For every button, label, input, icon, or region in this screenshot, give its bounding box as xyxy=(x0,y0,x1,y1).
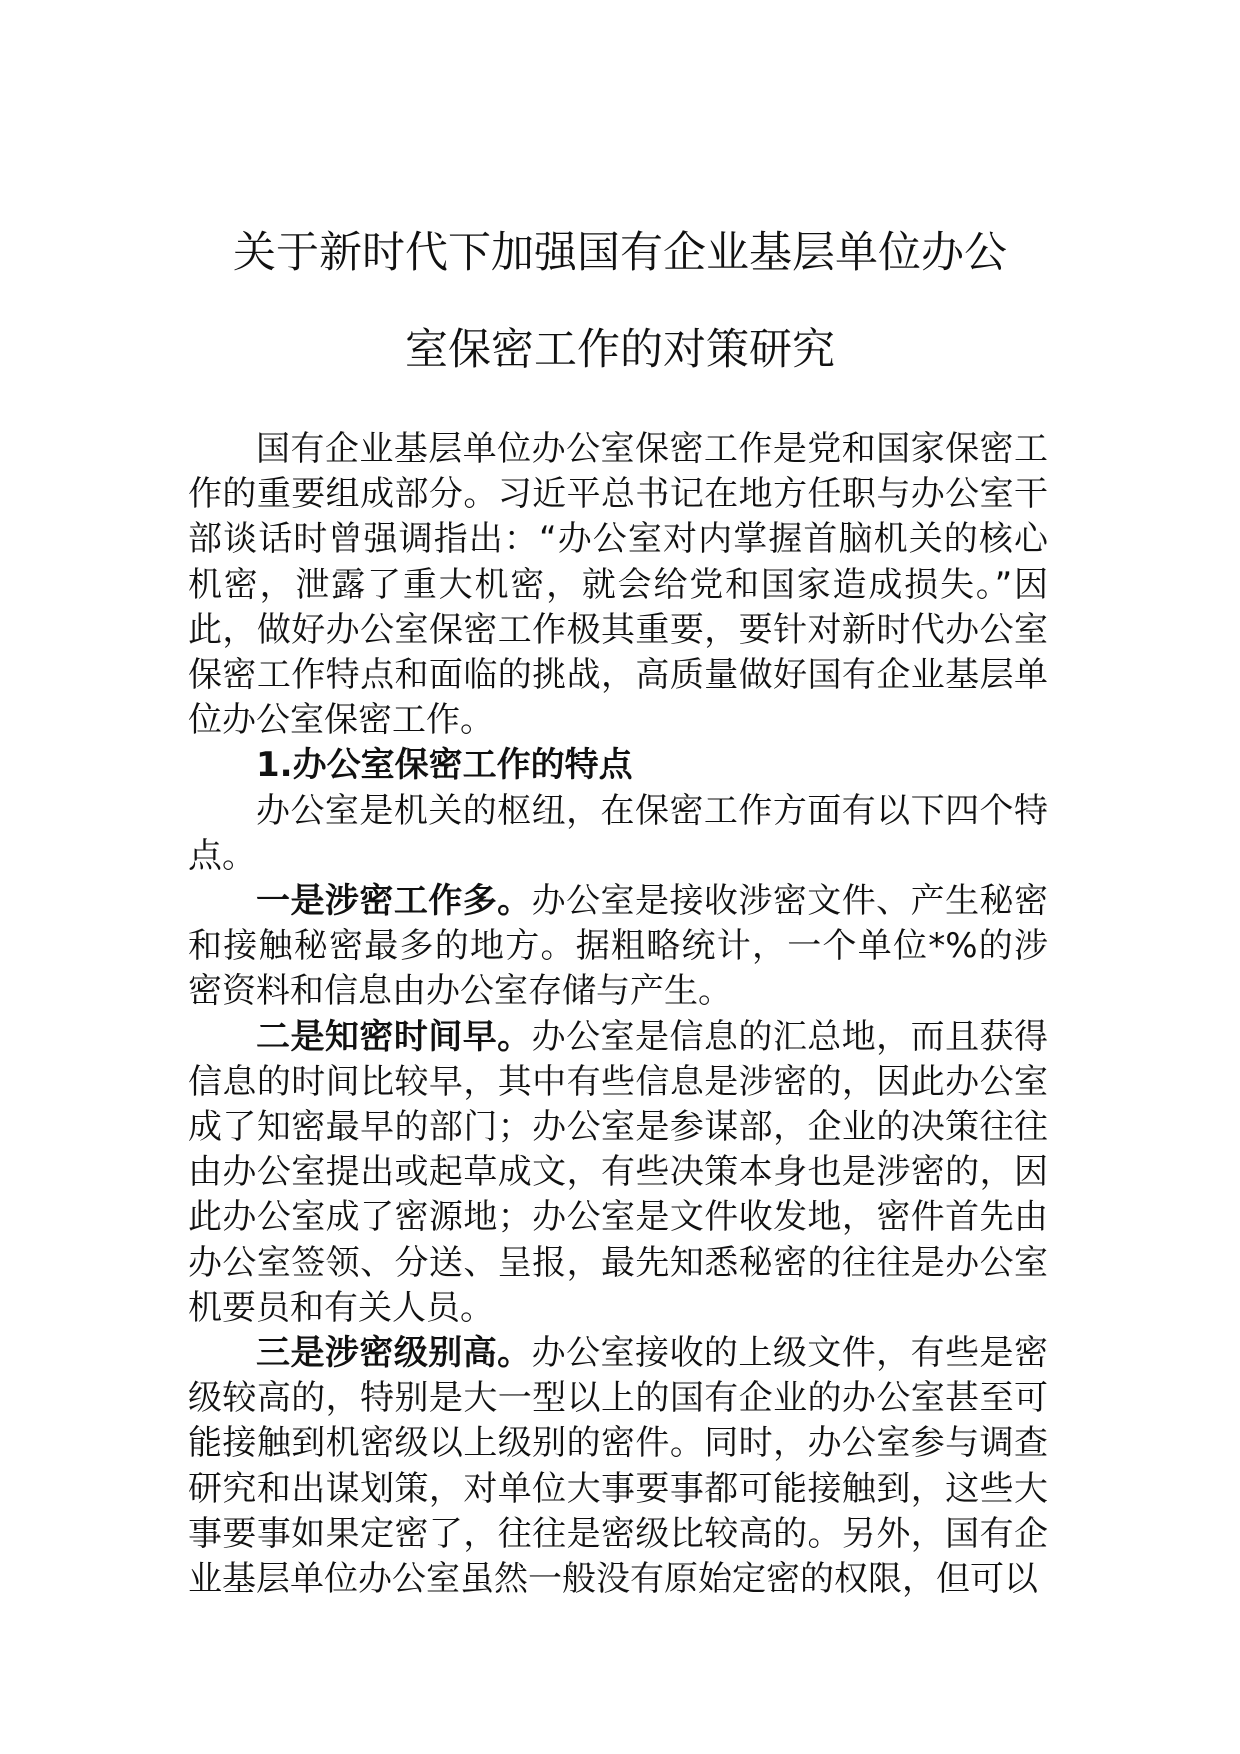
point-3-lead: 三是涉密级别高。 xyxy=(256,1333,532,1374)
point-1-paragraph xyxy=(188,879,1048,1015)
intro-paragraph: 国有企业基层单位办公室保密工作是党和国家保密工作的重要组成部分。习近平总书记在地方任职与办公室干部谈话时曾强调指出：“办公室对内掌握首脑机关的核心机密，泄露了重大机密，就会给党和国家造成损失。”因此，做好办公室保密工作极其重要，要针对新时代办公室保密工作特点和面临的挑战，高质量做好国有企业基层单位办公室保密工作。 xyxy=(188,429,1048,741)
point-2-lead: 二是知密时间早。 xyxy=(256,1016,532,1057)
point-2-paragraph xyxy=(188,1015,1048,1331)
point-3-paragraph xyxy=(188,1331,1048,1602)
title-line-2: 室保密工作的对策研究 xyxy=(405,325,835,375)
section-1-intro-paragraph: 办公室是机关的枢纽，在保密工作方面有以下四个特点。 xyxy=(188,790,1048,876)
section-1-heading: 1.办公室保密工作的特点 xyxy=(256,745,633,786)
document-title xyxy=(180,205,1060,399)
point-3-text: 办公室接收的上级文件，有些是密级较高的，特别是大一型以上的国有企业的办公室甚至可能接触到机密级以上级别的密件。同时，办公室参与调查研究和出谋划策，对单位大事要事都可能接触到，这些大事要事如果定密了，往往是密级比较高的。另外，国有企业基层单位办公室虽然一般没有原始定密的权限，但可以 xyxy=(188,1333,1049,1600)
title-line-1: 关于新时代下加强国有企业基层单位办公 xyxy=(233,228,1007,278)
point-1-text: 办公室是接收涉密文件、产生秘密和接触秘密最多的地方。据粗略统计，一个单位*%的涉密资料和信息由办公室存储与产生。 xyxy=(188,881,1049,1012)
document-body xyxy=(188,427,1048,1602)
point-1-lead: 一是涉密工作多。 xyxy=(256,881,532,922)
point-2-text: 办公室是信息的汇总地，而且获得信息的时间比较早，其中有些信息是涉密的，因此办公室成了知密最早的部门；办公室是参谋部，企业的决策往往由办公室提出或起草成文，有些决策本身也是涉密的，因此办公室成了密源地；办公室是文件收发地，密件首先由办公室签领、分送、呈报，最先知悉秘密的往往是办公室机要员和有关人员。 xyxy=(188,1016,1049,1328)
